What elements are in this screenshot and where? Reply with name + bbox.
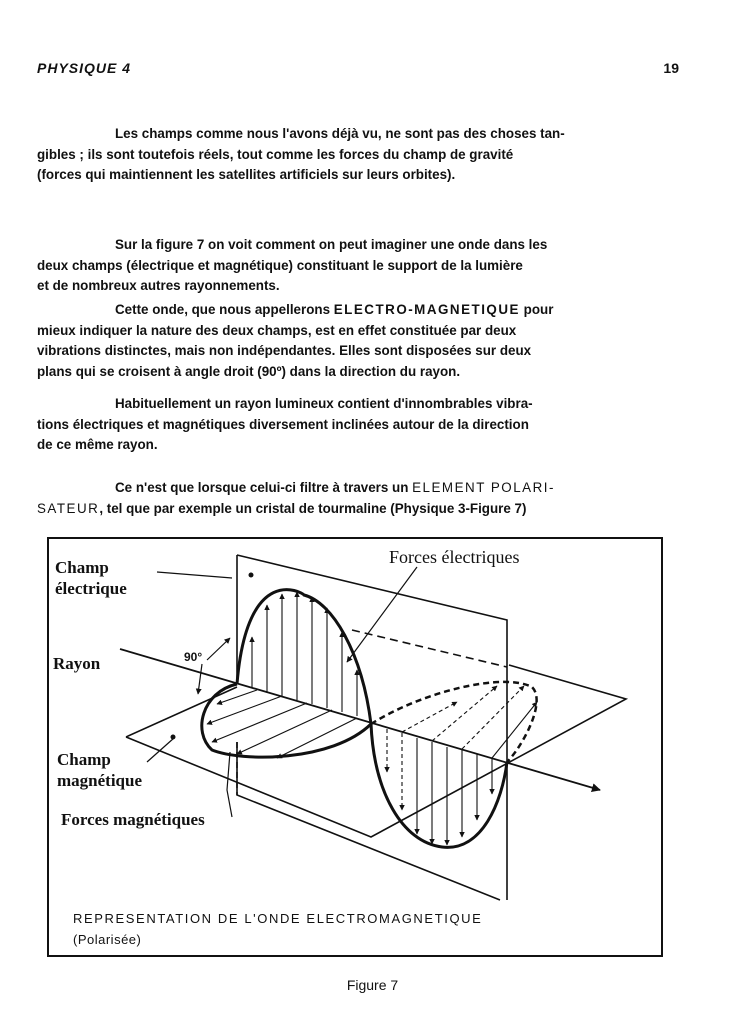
- figure-caption-sub: (Polarisée): [73, 932, 142, 947]
- label-forces-magnetiques: Forces magnétiques: [61, 810, 205, 829]
- text-line: deux champs (électrique et magnétique) constituant le support de la lumière: [37, 257, 523, 273]
- text-line: (forces qui maintiennent les satellites artificiels sur leurs orbites).: [37, 167, 456, 182]
- text-line: et de nombreux autres rayonnements.: [37, 278, 280, 293]
- text-line: [37, 300, 669, 321]
- paragraph-1: [37, 124, 669, 186]
- running-header-title: PHYSIQUE 4: [37, 60, 132, 76]
- text-line: [37, 499, 669, 520]
- text-line: vibrations distinctes, mais non indépendantes. Elles sont disposées sur deux: [37, 343, 532, 358]
- label-line: magnétique: [57, 771, 142, 790]
- label-line: électrique: [55, 579, 127, 598]
- emphasis-term: ELECTRO-MAGNETIQUE: [333, 302, 520, 317]
- paragraph-4: [37, 394, 669, 456]
- text-line: de ce même rayon.: [37, 437, 158, 452]
- label-line: Champ: [57, 750, 111, 769]
- label-rayon: Rayon: [53, 654, 101, 673]
- text-run: pour: [519, 302, 554, 317]
- label-angle-90: 90°: [184, 650, 203, 664]
- label-champ-electrique: [55, 557, 127, 599]
- label-champ-magnetique: [57, 749, 142, 791]
- text-line: Sur la figure 7 on voit comment on peut imaginer une onde dans les: [115, 237, 548, 252]
- text-line: mieux indiquer la nature des deux champs, est en effet constituée par deux: [37, 322, 517, 338]
- electric-force-arrows: [252, 592, 492, 845]
- paragraph-2: [37, 235, 669, 297]
- page-number: 19: [663, 60, 679, 76]
- figure-7-diagram: [47, 537, 663, 957]
- emphasis-term: SATEUR: [37, 500, 100, 516]
- text-line: Habituellement un rayon lumineux contient d'innombrables vibra-: [115, 396, 533, 411]
- text-line: gibles ; ils sont toutefois réels, tout comme les forces du champ de gravité: [37, 146, 514, 162]
- emphasis-term: ELEMENT POLARI-: [412, 480, 555, 495]
- text-line: tions électriques et magnétiques diversement inclinées autour de la direction: [37, 416, 529, 432]
- text-run: Cette onde, que nous appellerons: [115, 302, 334, 317]
- label-forces-electriques: Forces électriques: [389, 547, 520, 567]
- text-line: Les champs comme nous l'avons déjà vu, ne sont pas des choses tan-: [115, 126, 565, 141]
- text-run: , tel que par exemple un cristal de tourmaline (Physique 3-Figure 7): [99, 500, 527, 516]
- label-line: Champ: [55, 558, 109, 577]
- figure-caption: REPRESENTATION DE L'ONDE ELECTROMAGNETIQUE: [73, 911, 483, 926]
- text-line: plans qui se croisent à angle droit (90º) dans la direction du rayon.: [37, 363, 461, 379]
- text-line: [37, 478, 669, 499]
- figure-label: Figure 7: [346, 977, 399, 993]
- text-run: Ce n'est que lorsque celui-ci filtre à travers un: [115, 480, 413, 495]
- paragraph-3: [37, 300, 669, 382]
- magnetic-lobe-front: [202, 684, 371, 757]
- paragraph-5: [37, 478, 669, 519]
